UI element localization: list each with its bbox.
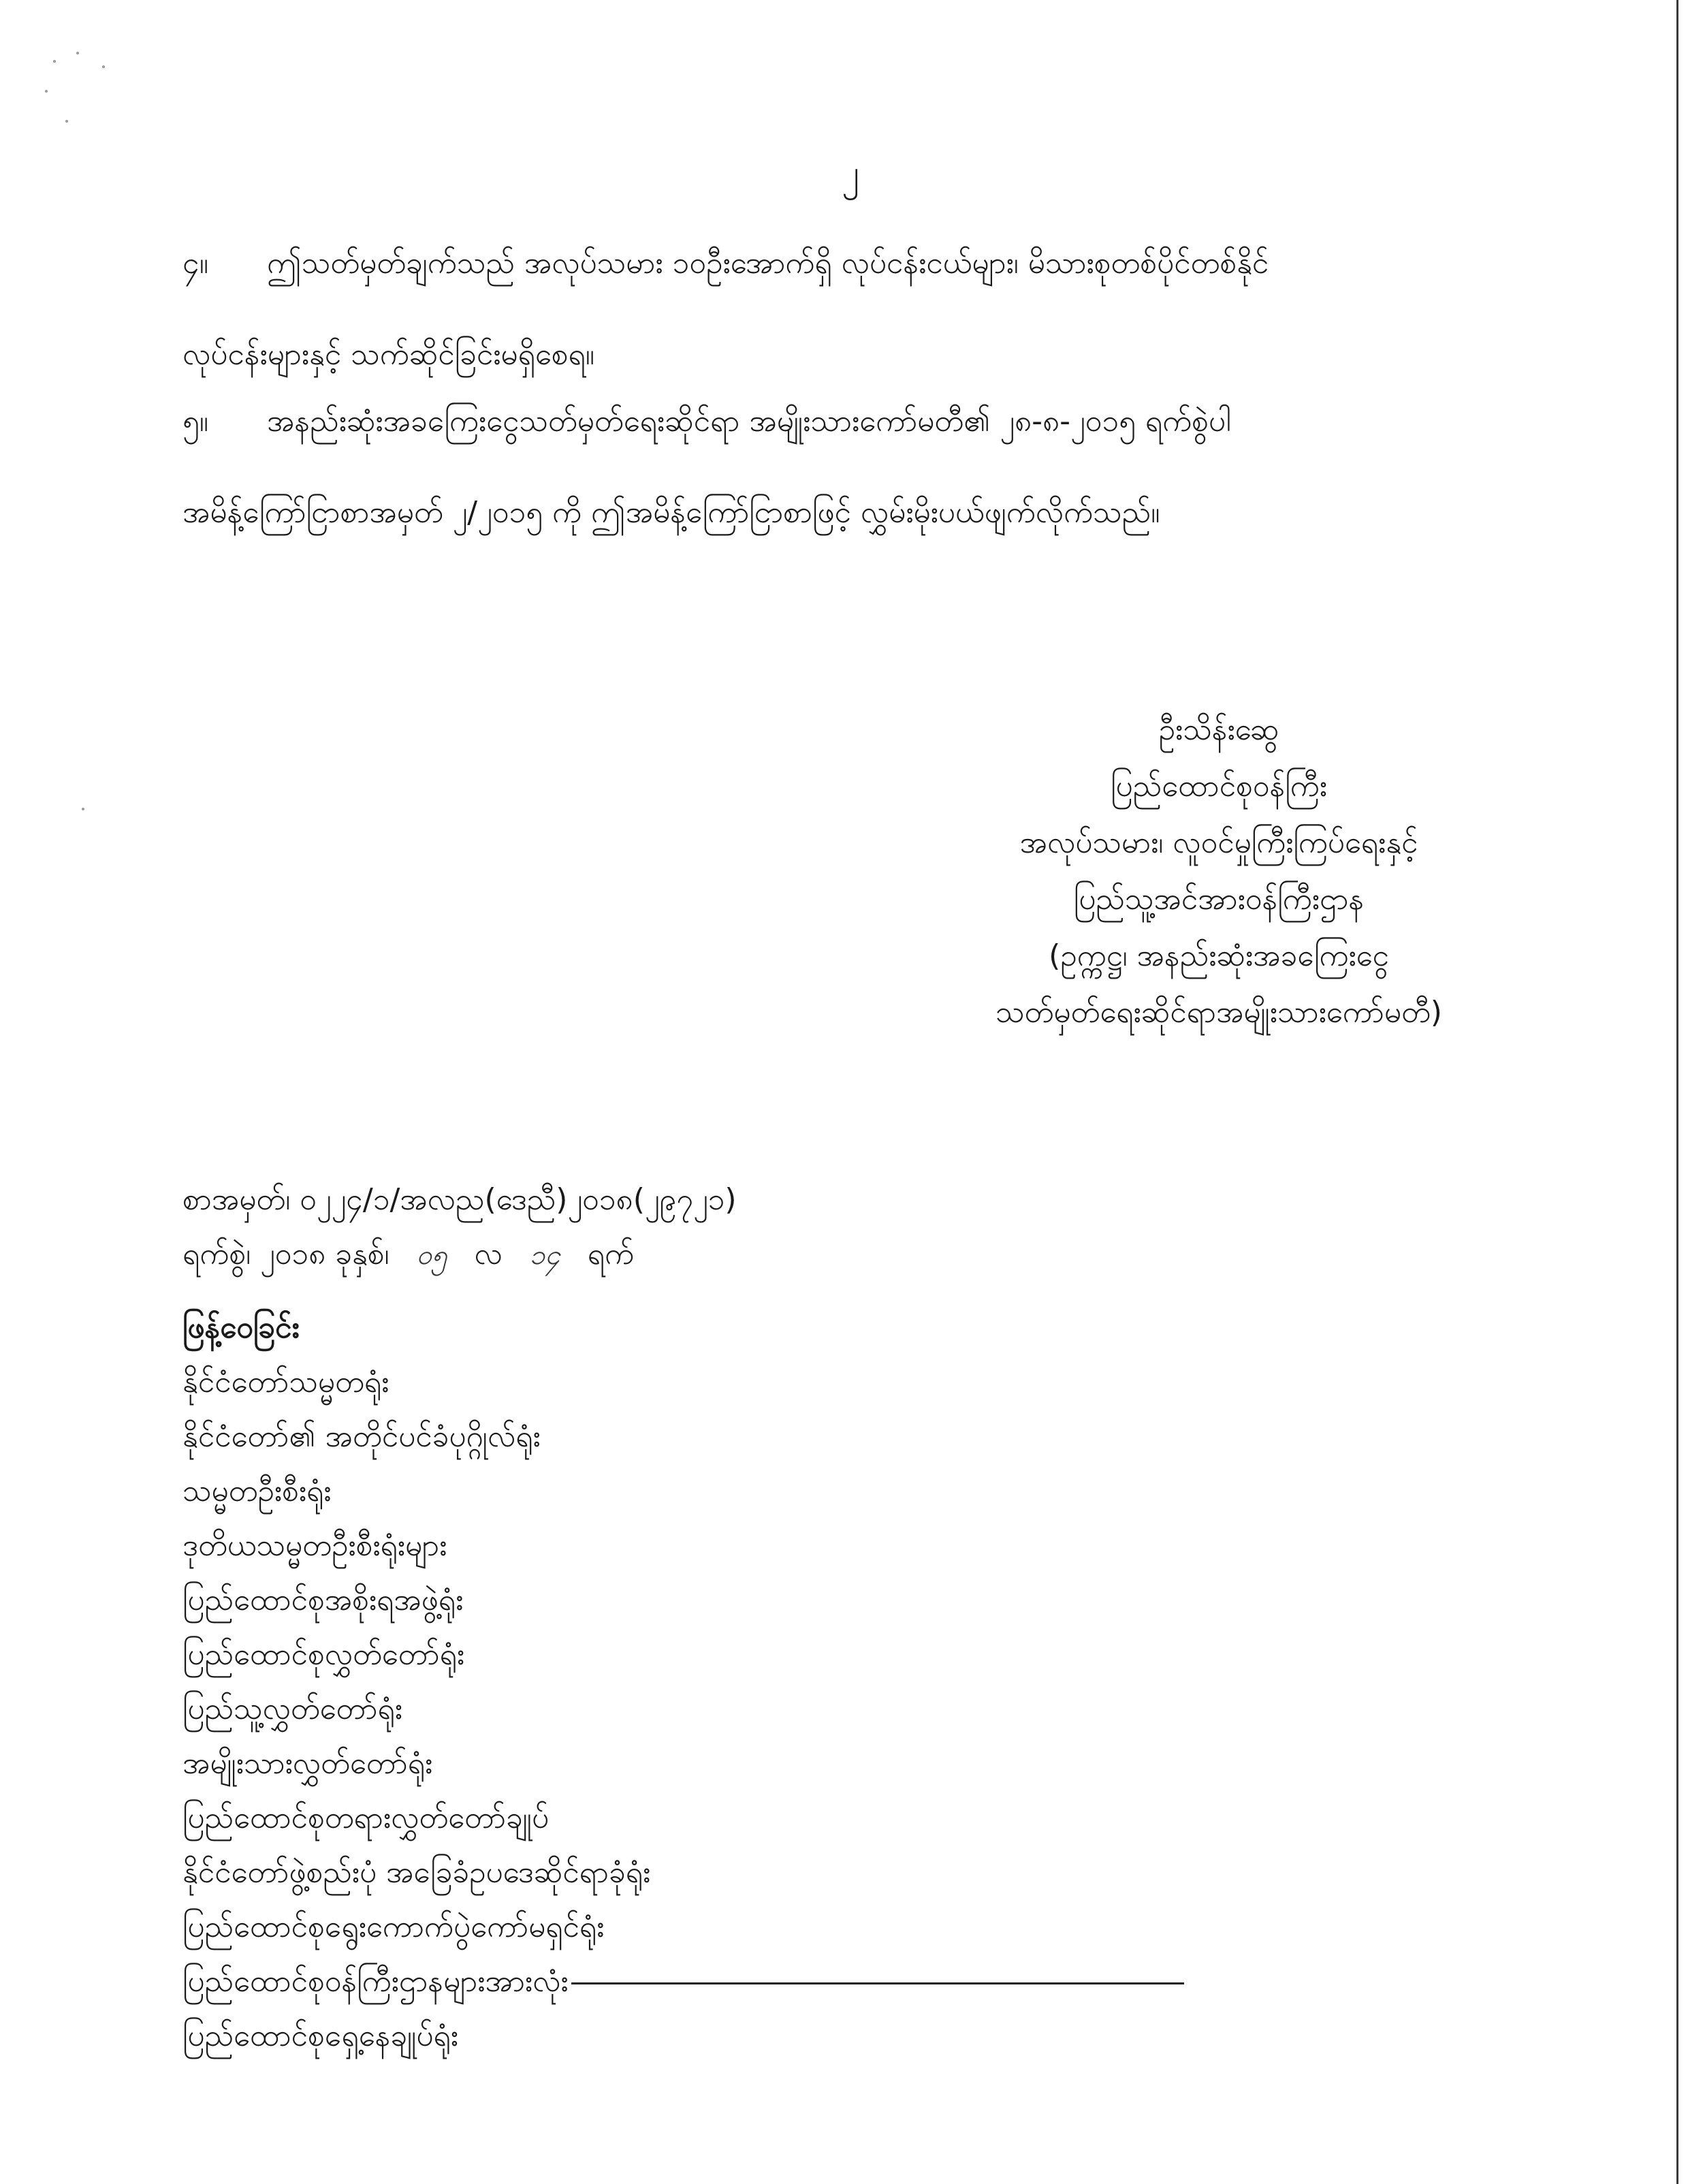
paragraph-text: ဤသတ်မှတ်ချက်သည် အလုပ်သမား ၁၀ဦးအောက်ရှိ လုပ်ငန်းငယ်များ၊ မိသားစုတစ်ပိုင်တစ်နိုင် xyxy=(267,246,1269,281)
signatory-ministry: အလုပ်သမား၊ လူဝင်မှုကြီးကြပ်ရေးနှင့် xyxy=(1019,825,1418,860)
scan-speckle xyxy=(102,65,105,68)
list-item: ပြည်ထောင်စုလွှတ်တော်ရုံး xyxy=(182,1637,465,1672)
list-item-text: ပြည်ထောင်စုဝန်ကြီးဌာနများအားလုံး xyxy=(182,1964,569,1999)
scan-speckle xyxy=(53,60,56,63)
date-prefix: ရက်စွဲ၊ ၂၀၁၈ ခုနှစ်၊ xyxy=(182,1237,389,1271)
paragraph-4 xyxy=(182,218,1524,400)
list-item: နိုင်ငံတော်၏ အတိုင်ပင်ခံပုဂ္ဂိုလ်ရုံး xyxy=(182,1419,541,1454)
paragraph-number: ၄။ xyxy=(182,246,209,281)
list-item: ဒုတိယသမ္မတဦးစီးရုံးများ xyxy=(182,1528,447,1563)
list-item: နိုင်ငံတော်သမ္မတရုံး xyxy=(182,1365,389,1399)
list-item: ပြည်ထောင်စုရှေ့နေချုပ်ရုံး xyxy=(182,2019,458,2053)
list-item: ပြည်သူ့လွှတ်တော်ရုံး xyxy=(182,1692,402,1726)
scan-speckle xyxy=(65,120,68,123)
letter-date xyxy=(182,1227,737,1282)
page-number: ၂ xyxy=(842,153,859,193)
signatory-title: ပြည်ထောင်စုဝန်ကြီး xyxy=(1111,769,1327,804)
day-label: ရက် xyxy=(587,1237,635,1271)
month-label: လ xyxy=(474,1237,503,1271)
distribution-heading: ဖြန့်ဝေခြင်း xyxy=(182,1310,300,1345)
list-item: အမျိုးသားလွှတ်တော်ရုံး xyxy=(182,1746,433,1781)
list-item: ပြည်ထောင်စုတရားလွှတ်တော်ချုပ် xyxy=(182,1801,550,1835)
scan-speckle xyxy=(45,90,48,93)
distribution-list xyxy=(182,1301,1184,2063)
list-item-all-ministries xyxy=(182,1954,1184,2009)
paragraph-line xyxy=(182,376,1524,467)
dashed-rule xyxy=(571,1982,1184,1984)
paragraph-line xyxy=(182,218,1524,309)
scan-speckle xyxy=(76,52,79,54)
list-item: ပြည်ထောင်စုအစိုးရအဖွဲ့ရုံး xyxy=(182,1583,464,1617)
signatory-role: သတ်မှတ်ရေးဆိုင်ရာအမျိုးသားကော်မတီ) xyxy=(996,995,1442,1030)
paragraph-line: လုပ်ငန်းများနှင့် သက်ဆိုင်ခြင်းမရှိစေရ။ xyxy=(182,337,595,372)
scan-speckle xyxy=(82,808,84,810)
scan-edge-line xyxy=(1676,0,1678,2184)
paragraph-5 xyxy=(182,376,1524,558)
handwritten-month: ၀၅ xyxy=(416,1239,447,1271)
list-item: သမ္မတဦးစီးရုံး xyxy=(182,1474,332,1508)
handwritten-day: ၁၄ xyxy=(529,1239,560,1271)
paragraph-line: အမိန့်ကြော်ငြာစာအမှတ် ၂/၂၀၁၅ ကို ဤအမိန့်ကြော်ငြာစာဖြင့် လွှမ်းမိုးပယ်ဖျက်လိုက်သည်။ xyxy=(182,495,1160,530)
signatory-name: ဦးသိန်းဆွေ xyxy=(1158,712,1279,747)
letter-number: စာအမှတ်၊ ၀၂၂၄/၁/အလည(ဒေညီ)၂၀၁၈(၂၉၇၂၁) xyxy=(182,1182,737,1217)
signatory-role: (ဥက္ကဋ္ဌ၊ အနည်းဆုံးအခကြေးငွေ xyxy=(1049,938,1389,973)
list-item: နိုင်ငံတော်ဖွဲ့စည်းပုံ အခြေခံဥပဒေဆိုင်ရာခုံရုံး xyxy=(182,1855,651,1890)
signatory-ministry: ပြည်သူ့အင်အားဝန်ကြီးဌာန xyxy=(1073,882,1365,917)
paragraph-number: ၅။ xyxy=(182,404,209,439)
signature-block xyxy=(844,701,1593,1041)
paragraph-text: အနည်းဆုံးအခကြေးငွေသတ်မှတ်ရေးဆိုင်ရာ အမျိုးသားကော်မတီ၏ ၂၈-၈-၂၀၁၅ ရက်စွဲပါ xyxy=(267,404,1231,439)
reference-block xyxy=(182,1173,737,1282)
list-item: ပြည်ထောင်စုရွေးကောက်ပွဲကော်မရှင်ရုံး xyxy=(182,1910,605,1944)
